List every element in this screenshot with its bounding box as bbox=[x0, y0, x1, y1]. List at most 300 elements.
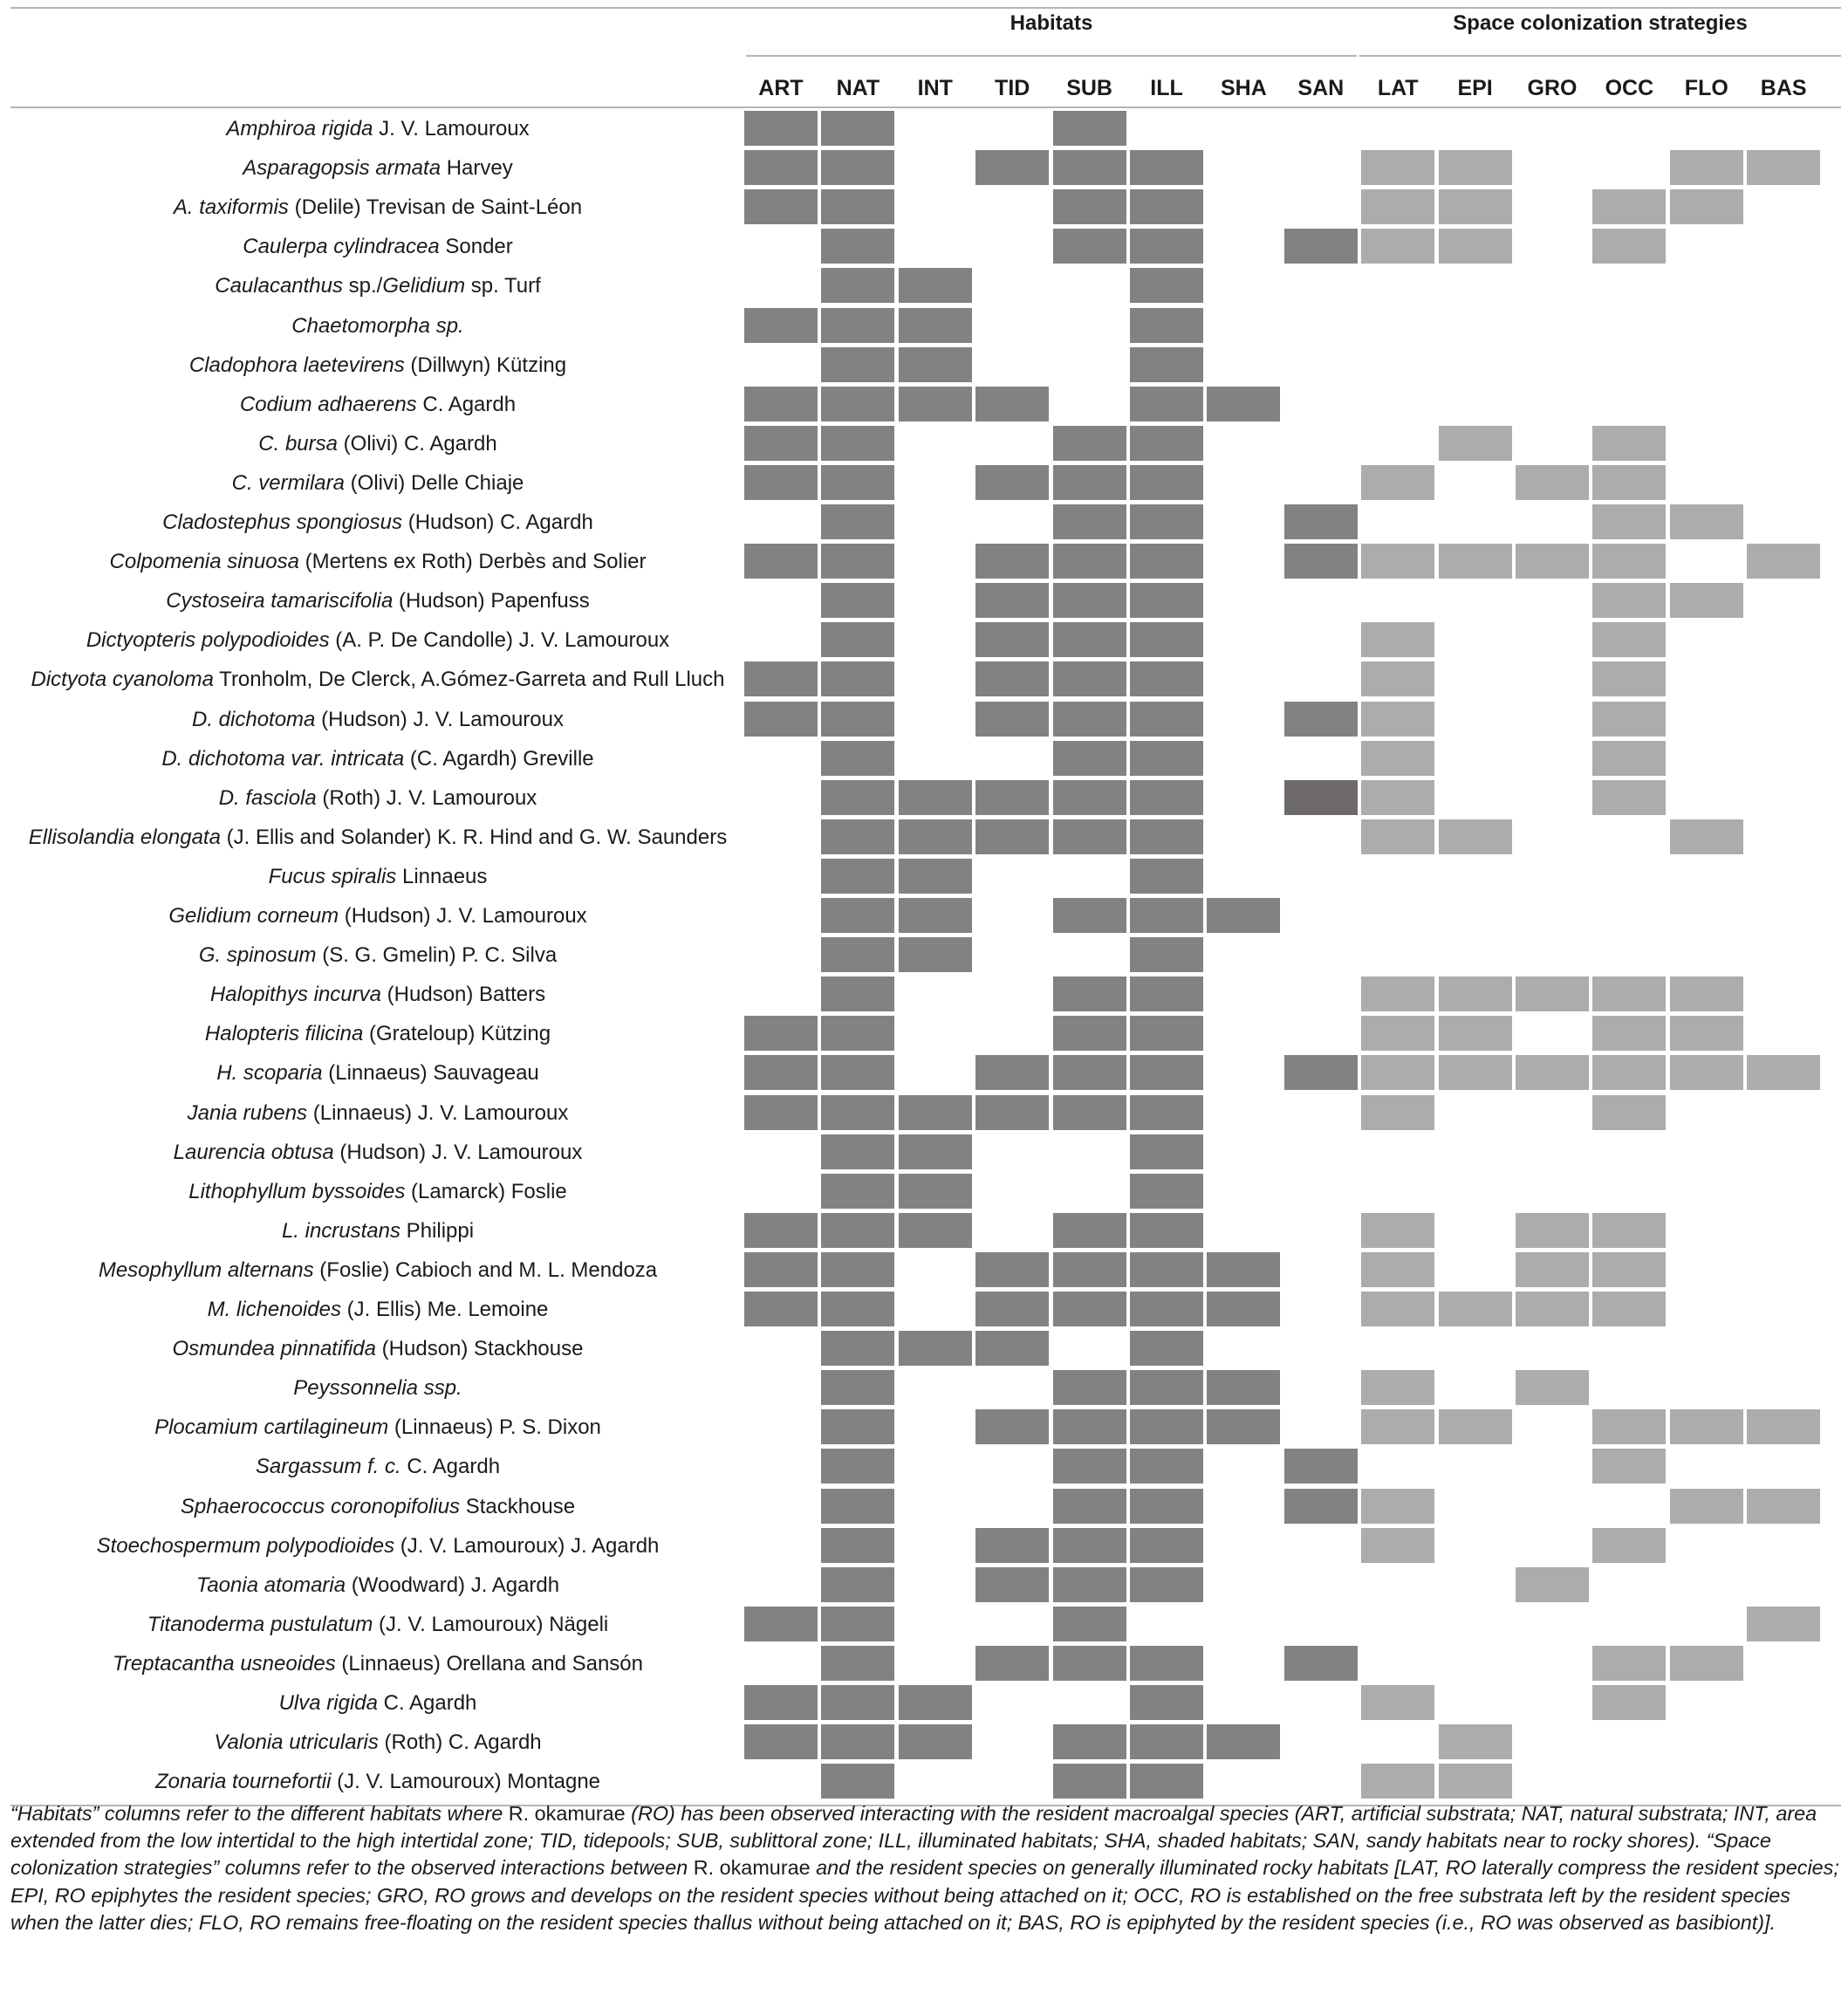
cell-ill bbox=[1130, 504, 1203, 539]
cell-art bbox=[744, 387, 818, 421]
species-name bbox=[12, 1566, 743, 1605]
cell-san bbox=[1284, 1489, 1358, 1524]
cell-occ bbox=[1592, 1685, 1666, 1720]
cell-ill bbox=[1130, 977, 1203, 1011]
cell-ill bbox=[1130, 819, 1203, 854]
species-name bbox=[12, 660, 743, 699]
cell-ill bbox=[1130, 229, 1203, 264]
cell-sub bbox=[1053, 1016, 1126, 1051]
species-scientific-name: Dictyopteris polypodioides bbox=[86, 628, 330, 653]
cell-occ bbox=[1592, 622, 1666, 657]
species-name bbox=[12, 1368, 743, 1408]
cell-lat bbox=[1361, 544, 1434, 579]
species-authority: Sonder bbox=[439, 235, 513, 259]
table-footnote: “Habitats” columns refer to the different habitats where R. okamurae (RO) has been observed interacting with the resident macroalgal species (ART, artificial substrata; NAT, natural substrata; INT, area extended from the low intertidal to the high intertidal zone; TID, tidepools; SUB, sublittoral zone; ILL, illuminated habitats; SHA, shaded habitats; SAN, sandy habitats near to rocky shores). “Space colonization strategies” columns refer to the observed interactions between R. okamurae and the resident species on generally illuminated rocky habitats [LAT, RO laterally compress the resident species; EPI, RO epiphytes the resident species; GRO, RO grows and develops on the resident species without being attached on it; OCC, RO is established on the free substrata left by the resident species when the latter dies; FLO, RO remains free-floating on the resident species thallus without being attached on it; BAS, RO is epiphyted by the resident species (i.e., RO was observed as basibiont)]. bbox=[10, 1802, 1839, 1934]
cell-epi bbox=[1439, 229, 1512, 264]
species-name bbox=[12, 1093, 743, 1133]
cell-nat bbox=[821, 347, 894, 382]
species-authority: (Linnaeus) P. S. Dixon bbox=[388, 1415, 601, 1440]
cell-ill bbox=[1130, 702, 1203, 737]
habitats-group-title: Habitats bbox=[1010, 11, 1093, 35]
cell-tid bbox=[975, 150, 1049, 185]
cell-sub bbox=[1053, 977, 1126, 1011]
cell-sub bbox=[1053, 780, 1126, 815]
species-authority: (Mertens ex Roth) Derbès and Solier bbox=[298, 550, 647, 574]
species-authority: C. Agardh bbox=[416, 392, 517, 416]
cell-tid bbox=[975, 1646, 1049, 1681]
cell-ill bbox=[1130, 1724, 1203, 1759]
cell-occ bbox=[1592, 1292, 1666, 1326]
cell-ill bbox=[1130, 1370, 1203, 1405]
species-scientific-name: Ellisolandia elongata bbox=[28, 825, 221, 849]
cell-lat bbox=[1361, 1213, 1434, 1248]
cell-gro bbox=[1516, 1567, 1589, 1602]
species-scientific-name: Chaetomorpha sp. bbox=[291, 313, 464, 338]
cell-nat bbox=[821, 1409, 894, 1444]
species-scientific-name: Ulva rigida bbox=[278, 1691, 378, 1715]
species-authority: (J. Ellis and Solander) K. R. Hind and G. W. Saunders bbox=[220, 825, 728, 849]
species-name bbox=[12, 1211, 743, 1251]
top-rule bbox=[10, 7, 1841, 9]
cell-art bbox=[744, 189, 818, 224]
cell-ill bbox=[1130, 544, 1203, 579]
cell-ill bbox=[1130, 1292, 1203, 1326]
cell-san bbox=[1284, 504, 1358, 539]
cell-sub bbox=[1053, 1607, 1126, 1641]
cell-occ bbox=[1592, 1409, 1666, 1444]
cell-nat bbox=[821, 1331, 894, 1366]
cell-lat bbox=[1361, 189, 1434, 224]
cell-ill bbox=[1130, 1646, 1203, 1681]
species-authority: (Linnaeus) J. V. Lamouroux bbox=[307, 1100, 569, 1125]
habitats-group-rule bbox=[746, 55, 1357, 57]
species-authority: (Roth) C. Agardh bbox=[378, 1730, 542, 1755]
cell-tid bbox=[975, 1292, 1049, 1326]
species-scientific-name: G. spinosum bbox=[198, 943, 317, 968]
species-scientific-name: C. vermilara bbox=[231, 470, 345, 495]
cell-ill bbox=[1130, 583, 1203, 618]
cell-flo bbox=[1670, 1016, 1743, 1051]
cell-occ bbox=[1592, 504, 1666, 539]
column-header-tid: TID bbox=[995, 76, 1030, 100]
cell-epi bbox=[1439, 977, 1512, 1011]
cell-epi bbox=[1439, 1724, 1512, 1759]
column-header-nat: NAT bbox=[836, 76, 880, 100]
species-scientific-name: L. incrustans bbox=[281, 1218, 401, 1243]
species-scientific-name: Mesophyllum alternans bbox=[98, 1257, 314, 1282]
cell-nat bbox=[821, 504, 894, 539]
column-header-sub: SUB bbox=[1066, 76, 1112, 100]
cell-art bbox=[744, 1095, 818, 1130]
cell-lat bbox=[1361, 1409, 1434, 1444]
cell-ill bbox=[1130, 1764, 1203, 1799]
cell-nat bbox=[821, 1449, 894, 1484]
cell-nat bbox=[821, 859, 894, 894]
cell-sub bbox=[1053, 229, 1126, 264]
cell-art bbox=[744, 426, 818, 461]
species-name bbox=[12, 1014, 743, 1053]
column-header-sha: SHA bbox=[1220, 76, 1267, 100]
species-authority: Linnaeus bbox=[396, 864, 488, 888]
cell-sub bbox=[1053, 1292, 1126, 1326]
species-scientific-name: Valonia utricularis bbox=[214, 1730, 379, 1755]
cell-nat bbox=[821, 898, 894, 933]
species-name bbox=[12, 463, 743, 503]
cell-lat bbox=[1361, 1055, 1434, 1090]
cell-tid bbox=[975, 1409, 1049, 1444]
species-name bbox=[12, 266, 743, 305]
cell-art bbox=[744, 465, 818, 500]
species-scientific-name: Asparagopsis armata bbox=[243, 156, 441, 181]
cell-sub bbox=[1053, 1449, 1126, 1484]
cell-tid bbox=[975, 1331, 1049, 1366]
cell-lat bbox=[1361, 741, 1434, 776]
column-header-art: ART bbox=[758, 76, 804, 100]
cell-nat bbox=[821, 1685, 894, 1720]
cell-sub bbox=[1053, 426, 1126, 461]
species-authority: sp./ bbox=[343, 274, 383, 298]
cell-lat bbox=[1361, 1528, 1434, 1563]
cell-tid bbox=[975, 544, 1049, 579]
cell-ill bbox=[1130, 1016, 1203, 1051]
cell-tid bbox=[975, 1095, 1049, 1130]
cell-epi bbox=[1439, 426, 1512, 461]
cell-san bbox=[1284, 1055, 1358, 1090]
cell-lat bbox=[1361, 1095, 1434, 1130]
cell-flo bbox=[1670, 150, 1743, 185]
cell-flo bbox=[1670, 504, 1743, 539]
species-scientific-name: Cladostephus spongiosus bbox=[162, 511, 403, 534]
column-header-lat: LAT bbox=[1377, 76, 1419, 100]
cell-nat bbox=[821, 1055, 894, 1090]
cell-ill bbox=[1130, 150, 1203, 185]
cell-sha bbox=[1207, 1292, 1280, 1326]
cell-ill bbox=[1130, 465, 1203, 500]
species-name bbox=[12, 581, 743, 620]
cell-epi bbox=[1439, 150, 1512, 185]
cell-sub bbox=[1053, 1724, 1126, 1759]
cell-san bbox=[1284, 1449, 1358, 1484]
species-authority: (J. V. Lamouroux) Montagne bbox=[331, 1770, 601, 1794]
species-name bbox=[12, 1487, 743, 1526]
cell-sub bbox=[1053, 1764, 1126, 1799]
species-authority: (Hudson) Stackhouse bbox=[376, 1337, 584, 1361]
cell-ill bbox=[1130, 1252, 1203, 1287]
cell-flo bbox=[1670, 583, 1743, 618]
cell-art bbox=[744, 544, 818, 579]
cell-int bbox=[899, 1134, 972, 1169]
cell-tid bbox=[975, 465, 1049, 500]
cell-occ bbox=[1592, 426, 1666, 461]
species-scientific-name: Taonia atomaria bbox=[195, 1573, 346, 1597]
cell-ill bbox=[1130, 1213, 1203, 1248]
species-name bbox=[12, 1053, 743, 1093]
cell-tid bbox=[975, 1528, 1049, 1563]
cell-int bbox=[899, 819, 972, 854]
species-scientific-name: Cystoseira tamariscifolia bbox=[166, 589, 394, 613]
species-name bbox=[12, 188, 743, 227]
cell-ill bbox=[1130, 1174, 1203, 1209]
cell-sha bbox=[1207, 1724, 1280, 1759]
cell-tid bbox=[975, 819, 1049, 854]
cell-ill bbox=[1130, 1055, 1203, 1090]
cell-sub bbox=[1053, 1567, 1126, 1602]
cell-nat bbox=[821, 1252, 894, 1287]
cell-nat bbox=[821, 1134, 894, 1169]
cell-art bbox=[744, 111, 818, 146]
cell-lat bbox=[1361, 819, 1434, 854]
species-name bbox=[12, 385, 743, 424]
cell-gro bbox=[1516, 1370, 1589, 1405]
cell-epi bbox=[1439, 189, 1512, 224]
cell-int bbox=[899, 268, 972, 303]
cell-nat bbox=[821, 1016, 894, 1051]
species-scientific-name: Treptacantha usneoides bbox=[113, 1651, 336, 1675]
cell-occ bbox=[1592, 229, 1666, 264]
cell-sub bbox=[1053, 741, 1126, 776]
species-name bbox=[12, 1644, 743, 1683]
species-authority: (A. P. De Candolle) J. V. Lamouroux bbox=[329, 628, 670, 653]
cell-art bbox=[744, 1252, 818, 1287]
cell-sub bbox=[1053, 702, 1126, 737]
cell-ill bbox=[1130, 1409, 1203, 1444]
cell-art bbox=[744, 1292, 818, 1326]
species-scientific-name: H. scoparia bbox=[216, 1061, 323, 1086]
species-name bbox=[12, 148, 743, 188]
cell-tid bbox=[975, 1567, 1049, 1602]
species-name bbox=[12, 227, 743, 266]
species-name bbox=[12, 109, 743, 148]
cell-ill bbox=[1130, 387, 1203, 421]
cell-occ bbox=[1592, 1252, 1666, 1287]
cell-flo bbox=[1670, 1409, 1743, 1444]
cell-occ bbox=[1592, 1095, 1666, 1130]
cell-nat bbox=[821, 702, 894, 737]
species-scientific-name: Dictyota cyanoloma bbox=[31, 668, 214, 692]
species-name bbox=[12, 1172, 743, 1211]
cell-ill bbox=[1130, 268, 1203, 303]
cell-int bbox=[899, 780, 972, 815]
species-scientific-name: Caulacanthus bbox=[215, 274, 343, 298]
cell-int bbox=[899, 1685, 972, 1720]
cell-occ bbox=[1592, 1449, 1666, 1484]
species-authority: (Hudson) Papenfuss bbox=[393, 589, 590, 613]
cell-ill bbox=[1130, 1528, 1203, 1563]
cell-lat bbox=[1361, 977, 1434, 1011]
cell-flo bbox=[1670, 819, 1743, 854]
cell-nat bbox=[821, 977, 894, 1011]
species-authority: (Hudson) Batters bbox=[381, 983, 546, 1007]
cell-occ bbox=[1592, 741, 1666, 776]
cell-int bbox=[899, 347, 972, 382]
cell-ill bbox=[1130, 1567, 1203, 1602]
species-name bbox=[12, 503, 743, 542]
cell-epi bbox=[1439, 1409, 1512, 1444]
cell-ill bbox=[1130, 622, 1203, 657]
cell-int bbox=[899, 1213, 972, 1248]
cell-int bbox=[899, 1095, 972, 1130]
cell-flo bbox=[1670, 1646, 1743, 1681]
header-rule bbox=[10, 106, 1841, 108]
cell-sha bbox=[1207, 1370, 1280, 1405]
cell-ill bbox=[1130, 308, 1203, 343]
species-scientific-name: Sargassum f. c. bbox=[255, 1455, 401, 1479]
cell-bas bbox=[1747, 150, 1820, 185]
cell-sub bbox=[1053, 1095, 1126, 1130]
cell-ill bbox=[1130, 1095, 1203, 1130]
species-scientific-name: D. fasciola bbox=[218, 785, 317, 810]
species-scientific-name-2: Gelidium bbox=[382, 274, 466, 298]
cell-epi bbox=[1439, 1764, 1512, 1799]
species-name bbox=[12, 1605, 743, 1644]
cell-nat bbox=[821, 741, 894, 776]
column-header-bas: BAS bbox=[1760, 76, 1807, 100]
species-authority: C. Agardh bbox=[377, 1691, 477, 1715]
species-name bbox=[12, 542, 743, 581]
cell-gro bbox=[1516, 977, 1589, 1011]
cell-sub bbox=[1053, 189, 1126, 224]
species-authority: (Foslie) Cabioch and M. L. Mendoza bbox=[313, 1257, 658, 1282]
cell-epi bbox=[1439, 819, 1512, 854]
cell-lat bbox=[1361, 1764, 1434, 1799]
cell-nat bbox=[821, 622, 894, 657]
species-name bbox=[12, 1133, 743, 1172]
cell-ill bbox=[1130, 780, 1203, 815]
cell-tid bbox=[975, 387, 1049, 421]
species-name bbox=[12, 620, 743, 660]
species-name bbox=[12, 1290, 743, 1329]
cell-sub bbox=[1053, 622, 1126, 657]
cell-art bbox=[744, 1607, 818, 1641]
cell-sha bbox=[1207, 387, 1280, 421]
cell-sub bbox=[1053, 1489, 1126, 1524]
cell-nat bbox=[821, 937, 894, 972]
cell-ill bbox=[1130, 1685, 1203, 1720]
cell-nat bbox=[821, 1607, 894, 1641]
cell-lat bbox=[1361, 229, 1434, 264]
cell-art bbox=[744, 150, 818, 185]
species-scientific-name: Laurencia obtusa bbox=[173, 1140, 334, 1164]
cell-lat bbox=[1361, 1370, 1434, 1405]
cell-flo bbox=[1670, 1055, 1743, 1090]
species-authority: (J. V. Lamouroux) Nägeli bbox=[373, 1612, 609, 1636]
species-scientific-name: Titanoderma pustulatum bbox=[147, 1612, 373, 1636]
cell-sub bbox=[1053, 1055, 1126, 1090]
species-scientific-name: Stoechospermum polypodioides bbox=[96, 1533, 395, 1558]
species-name bbox=[12, 896, 743, 935]
cell-int bbox=[899, 387, 972, 421]
cell-nat bbox=[821, 150, 894, 185]
species-scientific-name: Colpomenia sinuosa bbox=[109, 550, 299, 574]
cell-int bbox=[899, 937, 972, 972]
cell-tid bbox=[975, 780, 1049, 815]
cell-occ bbox=[1592, 1646, 1666, 1681]
cell-ill bbox=[1130, 1331, 1203, 1366]
species-scientific-name: Plocamium cartilagineum bbox=[154, 1415, 389, 1440]
cell-sub bbox=[1053, 111, 1126, 146]
cell-nat bbox=[821, 819, 894, 854]
species-scientific-name: Fucus spiralis bbox=[268, 864, 397, 888]
cell-flo bbox=[1670, 1489, 1743, 1524]
cell-occ bbox=[1592, 583, 1666, 618]
cell-bas bbox=[1747, 1409, 1820, 1444]
cell-occ bbox=[1592, 544, 1666, 579]
cell-nat bbox=[821, 111, 894, 146]
column-header-gro: GRO bbox=[1527, 76, 1578, 100]
species-scientific-name: Osmundea pinnatifida bbox=[172, 1337, 376, 1361]
cell-ill bbox=[1130, 661, 1203, 696]
species-authority: (Olivi) C. Agardh bbox=[337, 431, 497, 456]
species-scientific-name: Sphaerococcus coronopifolius bbox=[180, 1494, 461, 1518]
cell-occ bbox=[1592, 189, 1666, 224]
species-name bbox=[12, 857, 743, 896]
cell-sha bbox=[1207, 1252, 1280, 1287]
cell-ill bbox=[1130, 937, 1203, 972]
species-scientific-name: Jania rubens bbox=[187, 1100, 308, 1125]
cell-lat bbox=[1361, 1489, 1434, 1524]
species-name bbox=[12, 346, 743, 385]
column-header-occ: OCC bbox=[1605, 76, 1654, 100]
cell-bas bbox=[1747, 544, 1820, 579]
cell-san bbox=[1284, 780, 1358, 815]
cell-nat bbox=[821, 1174, 894, 1209]
cell-flo bbox=[1670, 977, 1743, 1011]
cell-lat bbox=[1361, 150, 1434, 185]
species-scientific-name: D. dichotoma bbox=[192, 707, 316, 731]
species-authority: (Delile) Trevisan de Saint-Léon bbox=[288, 195, 583, 220]
cell-nat bbox=[821, 268, 894, 303]
cell-ill bbox=[1130, 1489, 1203, 1524]
cell-nat bbox=[821, 426, 894, 461]
cell-ill bbox=[1130, 426, 1203, 461]
cell-nat bbox=[821, 387, 894, 421]
cell-tid bbox=[975, 583, 1049, 618]
species-name bbox=[12, 935, 743, 975]
cell-ill bbox=[1130, 189, 1203, 224]
species-authority: (C. Agardh) Greville bbox=[404, 746, 594, 771]
species-name bbox=[12, 1251, 743, 1290]
cell-tid bbox=[975, 1055, 1049, 1090]
species-authority: (Grateloup) Kützing bbox=[363, 1022, 551, 1046]
cell-sub bbox=[1053, 819, 1126, 854]
cell-sub bbox=[1053, 544, 1126, 579]
cell-lat bbox=[1361, 1292, 1434, 1326]
column-header-san: SAN bbox=[1297, 76, 1345, 100]
species-authority: J. V. Lamouroux bbox=[373, 117, 530, 140]
cell-art bbox=[744, 702, 818, 737]
species-name bbox=[12, 1329, 743, 1368]
species-scientific-name: Amphiroa rigida bbox=[226, 117, 373, 140]
cell-sub bbox=[1053, 1409, 1126, 1444]
cell-epi bbox=[1439, 1055, 1512, 1090]
cell-bas bbox=[1747, 1055, 1820, 1090]
species-authority: (Linnaeus) Sauvageau bbox=[322, 1061, 539, 1086]
cell-art bbox=[744, 661, 818, 696]
species-name bbox=[12, 700, 743, 739]
species-scientific-name: D. dichotoma var. intricata bbox=[161, 746, 405, 771]
cell-nat bbox=[821, 544, 894, 579]
cell-occ bbox=[1592, 977, 1666, 1011]
cell-occ bbox=[1592, 1016, 1666, 1051]
species-scientific-name: Lithophyllum byssoides bbox=[188, 1179, 406, 1203]
cell-occ bbox=[1592, 465, 1666, 500]
cell-nat bbox=[821, 308, 894, 343]
cell-sub bbox=[1053, 898, 1126, 933]
species-authority: (S. G. Gmelin) P. C. Silva bbox=[316, 943, 558, 968]
cell-gro bbox=[1516, 1213, 1589, 1248]
species-name bbox=[12, 778, 743, 818]
cell-ill bbox=[1130, 347, 1203, 382]
